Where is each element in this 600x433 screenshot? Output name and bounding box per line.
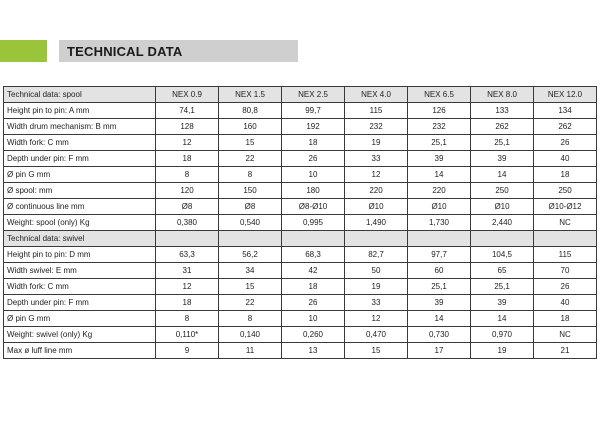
table-cell: 18 [534, 311, 597, 327]
row-label: Ø pin G mm [4, 311, 156, 327]
table-row [4, 279, 597, 295]
table-cell: 0,380 [156, 215, 219, 231]
table-cell: 0,470 [345, 327, 408, 343]
table-cell: Ø8 [219, 199, 282, 215]
table-cell: 120 [156, 183, 219, 199]
table-cell: Ø10 [408, 199, 471, 215]
table-cell: 42 [282, 263, 345, 279]
row-label: Weight: spool (only) Kg [4, 215, 156, 231]
table-cell: 99,7 [282, 103, 345, 119]
table-cell: 26 [282, 151, 345, 167]
page-title: TECHNICAL DATA [59, 40, 298, 62]
row-label: Width drum mechanism: B mm [4, 119, 156, 135]
table-row [4, 215, 597, 231]
table-cell: 39 [408, 295, 471, 311]
table-cell: 180 [282, 183, 345, 199]
table-cell: 0,970 [471, 327, 534, 343]
table-cell: 25,1 [408, 279, 471, 295]
table-cell: 133 [471, 103, 534, 119]
table-row [4, 183, 597, 199]
table-cell: 1,490 [345, 215, 408, 231]
row-label: Width swivel: E mm [4, 263, 156, 279]
table-cell: 220 [408, 183, 471, 199]
table-cell: NC [534, 215, 597, 231]
empty-header-cell [408, 231, 471, 247]
section-title: Technical data: swivel [4, 231, 156, 247]
table-cell: 18 [156, 151, 219, 167]
table-cell: 9 [156, 343, 219, 359]
empty-header-cell [345, 231, 408, 247]
table-cell: 11 [219, 343, 282, 359]
table-cell: 10 [282, 311, 345, 327]
table-cell: 18 [534, 167, 597, 183]
table-cell: 19 [471, 343, 534, 359]
table-cell: 8 [219, 311, 282, 327]
row-label: Ø continuous line mm [4, 199, 156, 215]
row-label: Weight: swivel (only) Kg [4, 327, 156, 343]
table-cell: 50 [345, 263, 408, 279]
table-cell: 262 [471, 119, 534, 135]
table-row [4, 151, 597, 167]
model-header: NEX 1.5 [219, 87, 282, 103]
table-cell: 12 [345, 167, 408, 183]
table-cell: 18 [156, 295, 219, 311]
table-cell: 40 [534, 151, 597, 167]
table-cell: 33 [345, 151, 408, 167]
table-cell: 19 [345, 279, 408, 295]
table-cell: 97,7 [408, 247, 471, 263]
table-cell: 15 [219, 135, 282, 151]
section-header-row [4, 231, 597, 247]
section-header-row [4, 87, 597, 103]
table-cell: 14 [471, 311, 534, 327]
model-header: NEX 4.0 [345, 87, 408, 103]
table-cell: Ø10 [345, 199, 408, 215]
empty-header-cell [534, 231, 597, 247]
table-cell: 17 [408, 343, 471, 359]
table-cell: 232 [408, 119, 471, 135]
table-cell: 10 [282, 167, 345, 183]
table-cell: 63,3 [156, 247, 219, 263]
model-header: NEX 0.9 [156, 87, 219, 103]
table-cell: 26 [534, 279, 597, 295]
table-row [4, 295, 597, 311]
table-cell: 40 [534, 295, 597, 311]
table-cell: 80,8 [219, 103, 282, 119]
row-label: Height pin to pin: A mm [4, 103, 156, 119]
table-cell: 0,260 [282, 327, 345, 343]
empty-header-cell [282, 231, 345, 247]
empty-header-cell [219, 231, 282, 247]
table-cell: 26 [282, 295, 345, 311]
table-cell: Ø8 [156, 199, 219, 215]
table-cell: 56,2 [219, 247, 282, 263]
table-cell: 33 [345, 295, 408, 311]
table-row [4, 247, 597, 263]
table-cell: 15 [219, 279, 282, 295]
table-cell: 18 [282, 135, 345, 151]
table-cell: 0,540 [219, 215, 282, 231]
table-cell: 82,7 [345, 247, 408, 263]
table-cell: Ø10-Ø12 [534, 199, 597, 215]
row-label: Width fork: C mm [4, 135, 156, 151]
table-cell: 0,995 [282, 215, 345, 231]
table-cell: 192 [282, 119, 345, 135]
table-cell: 25,1 [471, 135, 534, 151]
table-cell: 34 [219, 263, 282, 279]
row-label: Height pin to pin: D mm [4, 247, 156, 263]
table-cell: 8 [219, 167, 282, 183]
row-label: Width fork: C mm [4, 279, 156, 295]
table-cell: 250 [471, 183, 534, 199]
table-cell: 0,110* [156, 327, 219, 343]
table-cell: 115 [534, 247, 597, 263]
table-row [4, 103, 597, 119]
table-cell: 13 [282, 343, 345, 359]
table-cell: 2,440 [471, 215, 534, 231]
table-cell: 39 [408, 151, 471, 167]
table-cell: 134 [534, 103, 597, 119]
table-cell: 60 [408, 263, 471, 279]
empty-header-cell [156, 231, 219, 247]
accent-block [0, 40, 47, 62]
table-cell: 22 [219, 295, 282, 311]
table-cell: 220 [345, 183, 408, 199]
table-cell: 128 [156, 119, 219, 135]
table-cell: 262 [534, 119, 597, 135]
table-cell: 19 [345, 135, 408, 151]
technical-data-table [3, 86, 597, 359]
table-cell: NC [534, 327, 597, 343]
table-cell: 22 [219, 151, 282, 167]
table-cell: Ø10 [471, 199, 534, 215]
table-cell: 14 [408, 311, 471, 327]
table-row [4, 343, 597, 359]
table-row [4, 199, 597, 215]
table-cell: Ø8-Ø10 [282, 199, 345, 215]
table-row [4, 135, 597, 151]
table-cell: 25,1 [408, 135, 471, 151]
section-header [0, 40, 298, 62]
table-row [4, 327, 597, 343]
row-label: Max ø luff line mm [4, 343, 156, 359]
table-cell: 150 [219, 183, 282, 199]
table-cell: 21 [534, 343, 597, 359]
table-row [4, 167, 597, 183]
table-cell: 115 [345, 103, 408, 119]
table-cell: 12 [156, 279, 219, 295]
model-header: NEX 12.0 [534, 87, 597, 103]
table-cell: 70 [534, 263, 597, 279]
table-cell: 26 [534, 135, 597, 151]
table-cell: 65 [471, 263, 534, 279]
table-cell: 8 [156, 167, 219, 183]
row-label: Ø pin G mm [4, 167, 156, 183]
table-cell: 0,140 [219, 327, 282, 343]
table-cell: 39 [471, 151, 534, 167]
table-row [4, 119, 597, 135]
table-cell: 0,730 [408, 327, 471, 343]
table-cell: 12 [345, 311, 408, 327]
table-cell: 160 [219, 119, 282, 135]
table-cell: 31 [156, 263, 219, 279]
section-title: Technical data: spool [4, 87, 156, 103]
table-cell: 8 [156, 311, 219, 327]
table-row [4, 311, 597, 327]
table-cell: 18 [282, 279, 345, 295]
table-cell: 1,730 [408, 215, 471, 231]
table-cell: 104,5 [471, 247, 534, 263]
row-label: Depth under pin: F mm [4, 295, 156, 311]
table-cell: 25,1 [471, 279, 534, 295]
table-cell: 232 [345, 119, 408, 135]
row-label: Depth under pin: F mm [4, 151, 156, 167]
model-header: NEX 8.0 [471, 87, 534, 103]
table-cell: 74,1 [156, 103, 219, 119]
table-cell: 14 [471, 167, 534, 183]
table-cell: 39 [471, 295, 534, 311]
model-header: NEX 6.5 [408, 87, 471, 103]
table-row [4, 263, 597, 279]
row-label: Ø spool: mm [4, 183, 156, 199]
table-cell: 14 [408, 167, 471, 183]
table-cell: 68,3 [282, 247, 345, 263]
model-header: NEX 2.5 [282, 87, 345, 103]
empty-header-cell [471, 231, 534, 247]
table-cell: 250 [534, 183, 597, 199]
table-cell: 15 [345, 343, 408, 359]
table-cell: 12 [156, 135, 219, 151]
table-cell: 126 [408, 103, 471, 119]
